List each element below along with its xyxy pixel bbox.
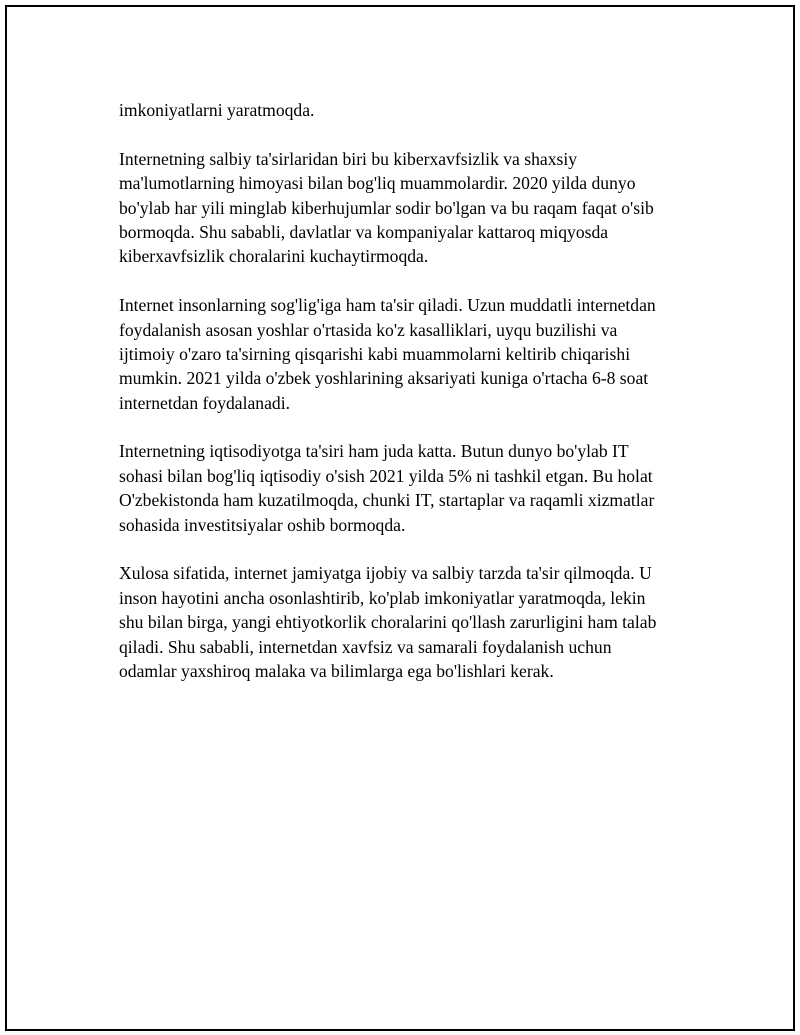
text-line: O'zbekistonda ham kuzatilmoqda, chunki IT, startaplar va raqamli xizmatlar: [119, 490, 655, 511]
document-body: [119, 98, 699, 708]
text-line: sohasi bilan bog'liq iqtisodiy o'sish 2021 yilda 5% ni tashkil etgan. Bu holat: [119, 465, 653, 486]
paragraph-4: [119, 439, 699, 537]
text-line: Xulosa sifatida, internet jamiyatga ijobiy va salbiy tarzda ta'sir qilmoqda. U: [119, 563, 652, 584]
paragraph-5: [119, 561, 699, 683]
paragraph-2: [119, 147, 699, 269]
paragraph-3: [119, 293, 699, 415]
text-line: shu bilan birga, yangi ehtiyotkorlik choralarini qo'llash zarurligini ham talab: [119, 612, 657, 633]
text-line: Internetning iqtisodiyotga ta'siri ham juda katta. Butun dunyo bo'ylab IT: [119, 441, 629, 462]
page-frame: [5, 5, 795, 1031]
text-line: internetdan foydalanadi.: [119, 392, 290, 413]
text-line: Internetning salbiy ta'sirlaridan biri bu kiberxavfsizlik va shaxsiy: [119, 148, 578, 169]
text-line: bo'ylab har yili minglab kiberhujumlar sodir bo'lgan va bu raqam faqat o'sib: [119, 197, 654, 218]
text-line: qiladi. Shu sababli, internetdan xavfsiz va samarali foydalanish uchun: [119, 636, 612, 657]
text-line: ijtimoiy o'zaro ta'sirning qisqarishi kabi muammolarni keltirib chiqarishi: [119, 343, 631, 364]
text-line: bormoqda. Shu sababli, davlatlar va kompaniyalar kattaroq miqyosda: [119, 221, 609, 242]
text-line: odamlar yaxshiroq malaka va bilimlarga ega bo'lishlari kerak.: [119, 660, 554, 681]
text-line: sohasida investitsiyalar oshib bormoqda.: [119, 514, 406, 535]
text-line: foydalanish asosan yoshlar o'rtasida ko'z kasalliklari, uyqu buzilishi va: [119, 319, 618, 340]
text-line: Internet insonlarning sog'lig'iga ham ta'sir qiladi. Uzun muddatli internetdan: [119, 295, 656, 316]
text-line: inson hayotini ancha osonlashtirib, ko'plab imkoniyatlar yaratmoqda, lekin: [119, 587, 646, 608]
paragraph-1: [119, 98, 699, 122]
text-line: ma'lumotlarning himoyasi bilan bog'liq muammolardir. 2020 yilda dunyo: [119, 173, 636, 194]
text-line: kiberxavfsizlik choralarini kuchaytirmoqda.: [119, 246, 429, 267]
text-line: mumkin. 2021 yilda o'zbek yoshlarining aksariyati kuniga o'rtacha 6-8 soat: [119, 368, 649, 389]
text-line: imkoniyatlarni yaratmoqda.: [119, 100, 315, 120]
